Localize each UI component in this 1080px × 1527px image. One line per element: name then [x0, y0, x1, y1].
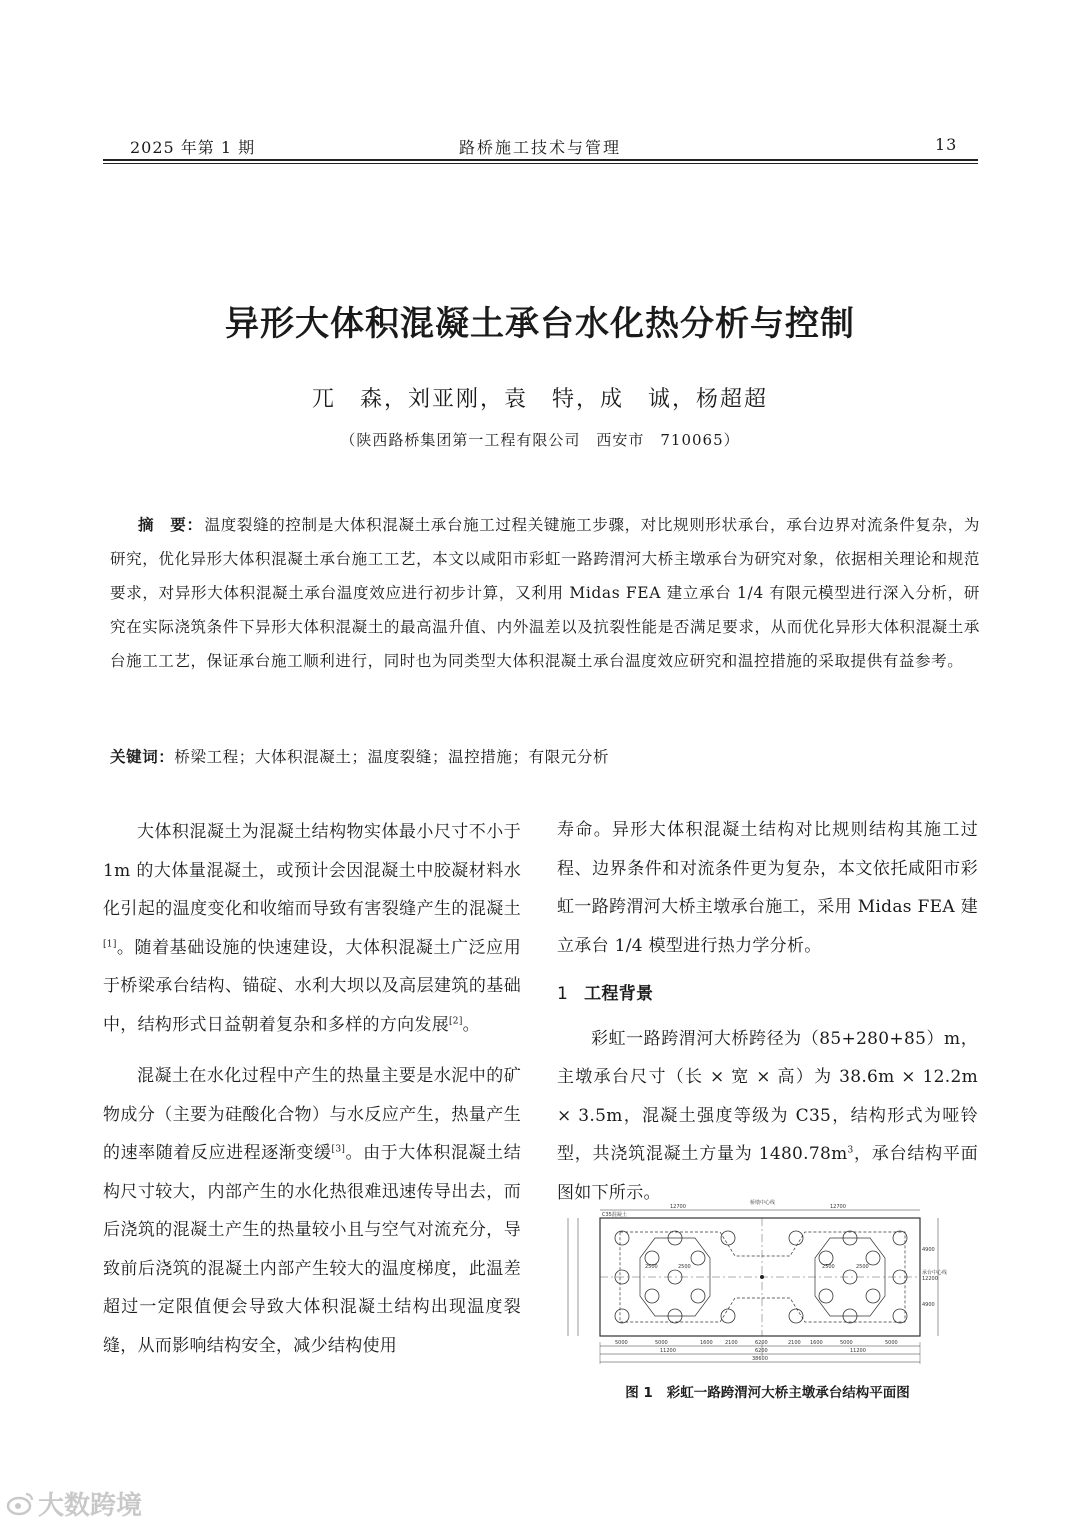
author-list: 兀 森，刘亚刚，袁 特，成 诚，杨超超 — [311, 387, 768, 412]
citation: [1] — [103, 938, 117, 949]
section-heading — [557, 975, 978, 1014]
paragraph: 彩虹一路跨渭河大桥跨径为（85+280+85）m，主墩承台尺寸（长 × 宽 × 高）为 38.6m × 12.2m × 3.5m，混凝土强度等级为 C35，结构形式为哑铃型，共浇筑混凝土方量为 $1480.78m^3$，承台结构平面图如下所示。 — [557, 1028, 978, 1203]
pile-cap-plan-figure — [560, 1196, 965, 1366]
header-rule — [103, 159, 978, 161]
citation: [3] — [331, 1144, 346, 1155]
dim-label: 12200 — [922, 1276, 938, 1282]
dim-label: 1600 — [810, 1340, 823, 1346]
dim-label: 2100 — [725, 1340, 738, 1346]
keywords-label: 关键词： — [110, 748, 175, 766]
dim-label: 4900 — [922, 1302, 935, 1308]
page-number: 13 — [935, 135, 958, 154]
dim-label: 5000 — [840, 1340, 853, 1346]
figure-note: C35混凝土 — [602, 1212, 627, 1218]
figure-caption-text: 彩虹一路跨渭河大桥主墩承台结构平面图 — [666, 1385, 910, 1401]
figure-note: 承台中心线 — [922, 1270, 948, 1276]
dim-label: 12700 — [830, 1204, 846, 1210]
paragraph: 寿命。异形大体积混凝土结构对比规则结构其施工过程、边界条件和对流条件更为复杂，本文依托咸阳市彩虹一路跨渭河大桥主墩承台施工，采用 Midas FEA 建立承台 1/4 模型进行热力学分析。 — [557, 820, 978, 956]
right-column — [557, 811, 978, 1212]
paragraph: 混凝土在水化过程中产生的热量主要是水泥中的矿物成分（主要为硅酸化合物）与水反应产生，热量产生的速率随着反应进程逐渐变缓[3]。由于大体积混凝土结构尺寸较大，内部产生的水化热很难迅速传导出去，而后浇筑的混凝土产生的热量较小且与空气对流充分，导致前后浇筑的混凝土内部产生较大的温度梯度，此温差超过一定限值便会导致大体积混凝土结构出现温度裂缝，从而影响结构安全，减少结构使用 — [103, 1066, 522, 1356]
watermark-text: 大数跨境 — [38, 1491, 143, 1521]
dim-label: 12700 — [670, 1204, 686, 1210]
header-rule-thin — [103, 163, 978, 164]
dim-label: 11200 — [660, 1348, 676, 1354]
dim-label: 4900 — [922, 1247, 935, 1253]
dim-label: 2100 — [788, 1340, 801, 1346]
dim-label: 5000 — [655, 1340, 668, 1346]
dim-label: 2500 — [678, 1264, 691, 1270]
keywords — [110, 745, 980, 767]
section-title: 工程背景 — [584, 984, 654, 1004]
article-title: 异形大体积混凝土承台水化热分析与控制 — [225, 304, 855, 344]
issue-label: 2025 年第 1 期 — [130, 138, 256, 157]
dim-label: 6200 — [755, 1340, 768, 1346]
keywords-text: 桥梁工程；大体积混凝土；温度裂缝；温控措施；有限元分析 — [174, 748, 610, 766]
figure-note: 桥墩中心线 — [750, 1200, 776, 1206]
citation: [2] — [449, 1015, 463, 1026]
weibo-logo-icon — [6, 1490, 34, 1518]
dim-label: 1600 — [700, 1340, 713, 1346]
left-column — [103, 813, 521, 1365]
dim-label: 2500 — [645, 1264, 658, 1270]
paragraph: 大体积混凝土为混凝土结构物实体最小尺寸不小于 1m 的大体量混凝土，或预计会因混凝土中胶凝材料水化引起的温度变化和收缩而导致有害裂缝产生的混凝土[1]。随着基础设施的快速建设，大体积混凝土广泛应用于桥梁承台结构、锚碇、水利大坝以及高层建筑的基础中，结构形式日益朝着复杂和多样的方向发展[2]。 — [103, 822, 521, 1035]
dim-label: 5000 — [615, 1340, 628, 1346]
dim-label: 2500 — [822, 1264, 835, 1270]
journal-name: 路桥施工技术与管理 — [458, 138, 621, 157]
abstract-text: 温度裂缝的控制是大体积混凝土承台施工过程关键施工步骤，对比规则形状承台，承台边界对流条件复杂，为研究，优化异形大体积混凝土承台施工工艺，本文以咸阳市彩虹一路跨渭河大桥主墩承台为研究对象，依据相关理论和规范要求，对异形大体积混凝土承台温度效应进行初步计算，又利用 Midas FEA 建立承台 1/4 有限元模型进行深入分析，研究在实际浇筑条件下异形大体积混凝土的最高温升值、内外温差以及抗裂性能是否满足要求，从而优化异形大体积混凝土承台施工工艺，保证承台施工顺利进行，同时也为同类型大体积混凝土承台温度效应研究和温控措施的采取提供有益参考。 — [110, 516, 980, 670]
dim-label: 6200 — [755, 1348, 768, 1354]
affiliation: （陕西路桥集团第一工程有限公司 西安市 710065） — [340, 431, 740, 449]
dim-label: 5000 — [885, 1340, 898, 1346]
section-number: 1 — [557, 984, 569, 1004]
abstract — [110, 508, 980, 678]
dim-label: 11200 — [850, 1348, 866, 1354]
dim-label: 2500 — [856, 1264, 869, 1270]
figure-number: 图 1 — [625, 1385, 653, 1401]
abstract-label: 摘 要： — [138, 516, 203, 534]
figure-caption — [557, 1381, 978, 1401]
watermark — [6, 1485, 142, 1522]
dim-label: 38600 — [752, 1356, 768, 1362]
